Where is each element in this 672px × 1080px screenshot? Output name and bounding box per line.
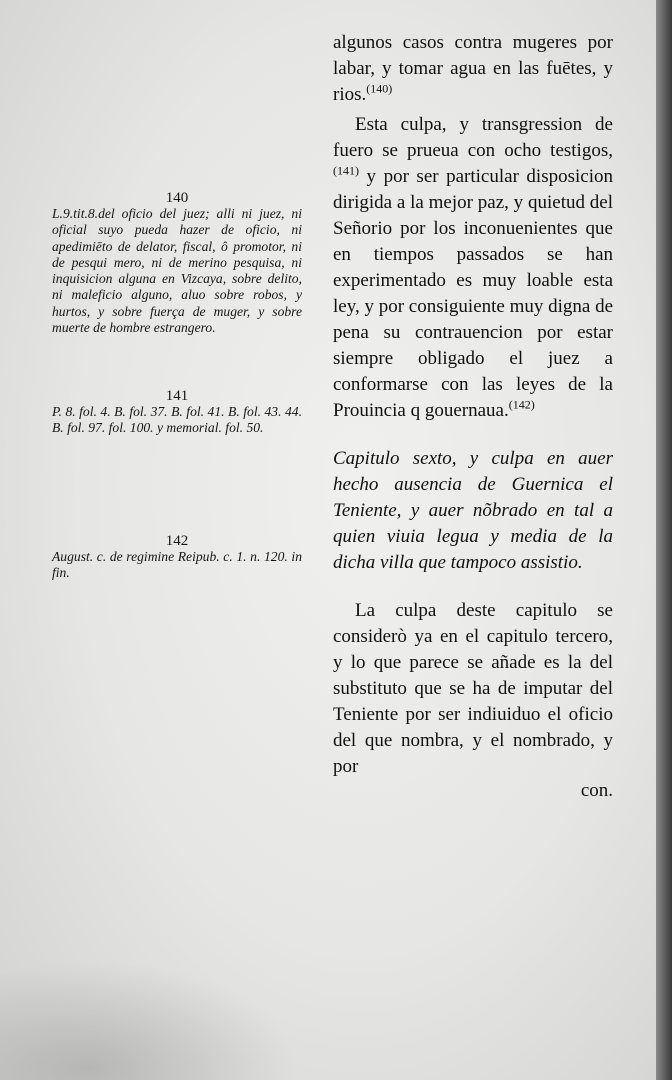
- catchword: con.: [580, 780, 613, 801]
- main-text-column: [333, 30, 613, 802]
- note-number: 141: [165, 388, 189, 404]
- paragraph-text: y por ser particular disposicion dirigida a la mejor paz, y quietud del Señorio por los inconuenientes que en tiempos passados se han experimentado es muy loable esta ley, y por consiguiente muy digna de pena su contrauencion por estar siempre obligado el juez a conformarse con las leyes de la Prouincia q gouernaua.: [333, 166, 614, 421]
- paragraph: La culpa deste capitulo se considerò ya en el capitulo tercero, y lo que parece se añade es la del substituto que se ha de imputar del Teniente por ser indiuiduo el oficio del que nombra, y el nombrado, y por: [333, 600, 613, 777]
- note-142: [52, 533, 302, 582]
- note-140: [52, 190, 302, 336]
- footnote-ref: (142): [508, 397, 535, 412]
- chapter-heading: Capitulo sexto, y culpa en auer hecho ausencia de Guernica el Teniente, y auer nõbrado en tal a quien viuia legua y media de la dicha villa que tampoco assistio.: [333, 448, 613, 573]
- paper-stain: [0, 960, 300, 1080]
- paragraph: [333, 112, 613, 424]
- footnote-ref: (140): [366, 81, 393, 96]
- note-141: [52, 388, 302, 437]
- note-text: P. 8. fol. 4. B. fol. 37. B. fol. 41. B. fol. 43. 44. B. fol. 97. fol. 100. y memorial. fol. 50.: [52, 404, 302, 436]
- note-text: L.9.tit.8.del oficio del juez; alli ni juez, ni oficial suyo pueda hazer de oficio, ni apedimiēto de delator, fiscal, ô promotor, ni de pesqui mero, ni de merino pesquisa, ni inquisicion alguna en Vizcaya, sobre delito, ni maleficio alguno, aluo sobre robos, y hurtos, y sobre fuerça de muger, y sobre muerte de hombre estrangero.: [52, 206, 302, 336]
- paragraph-continuation: [333, 30, 613, 108]
- note-number: 140: [165, 190, 189, 206]
- paragraph-text: algunos casos contra mugeres por labar, y tomar agua en las fuētes, y rios.: [333, 32, 613, 105]
- paragraph-text: Esta culpa, y transgression de fuero se prueua con ocho testigos,: [333, 114, 613, 161]
- note-number: 142: [165, 533, 189, 549]
- page-edge: [656, 0, 672, 1080]
- footnote-ref: (141): [333, 163, 359, 178]
- note-text: August. c. de regimine Reipub. c. 1. n. 120. in fin.: [52, 549, 302, 581]
